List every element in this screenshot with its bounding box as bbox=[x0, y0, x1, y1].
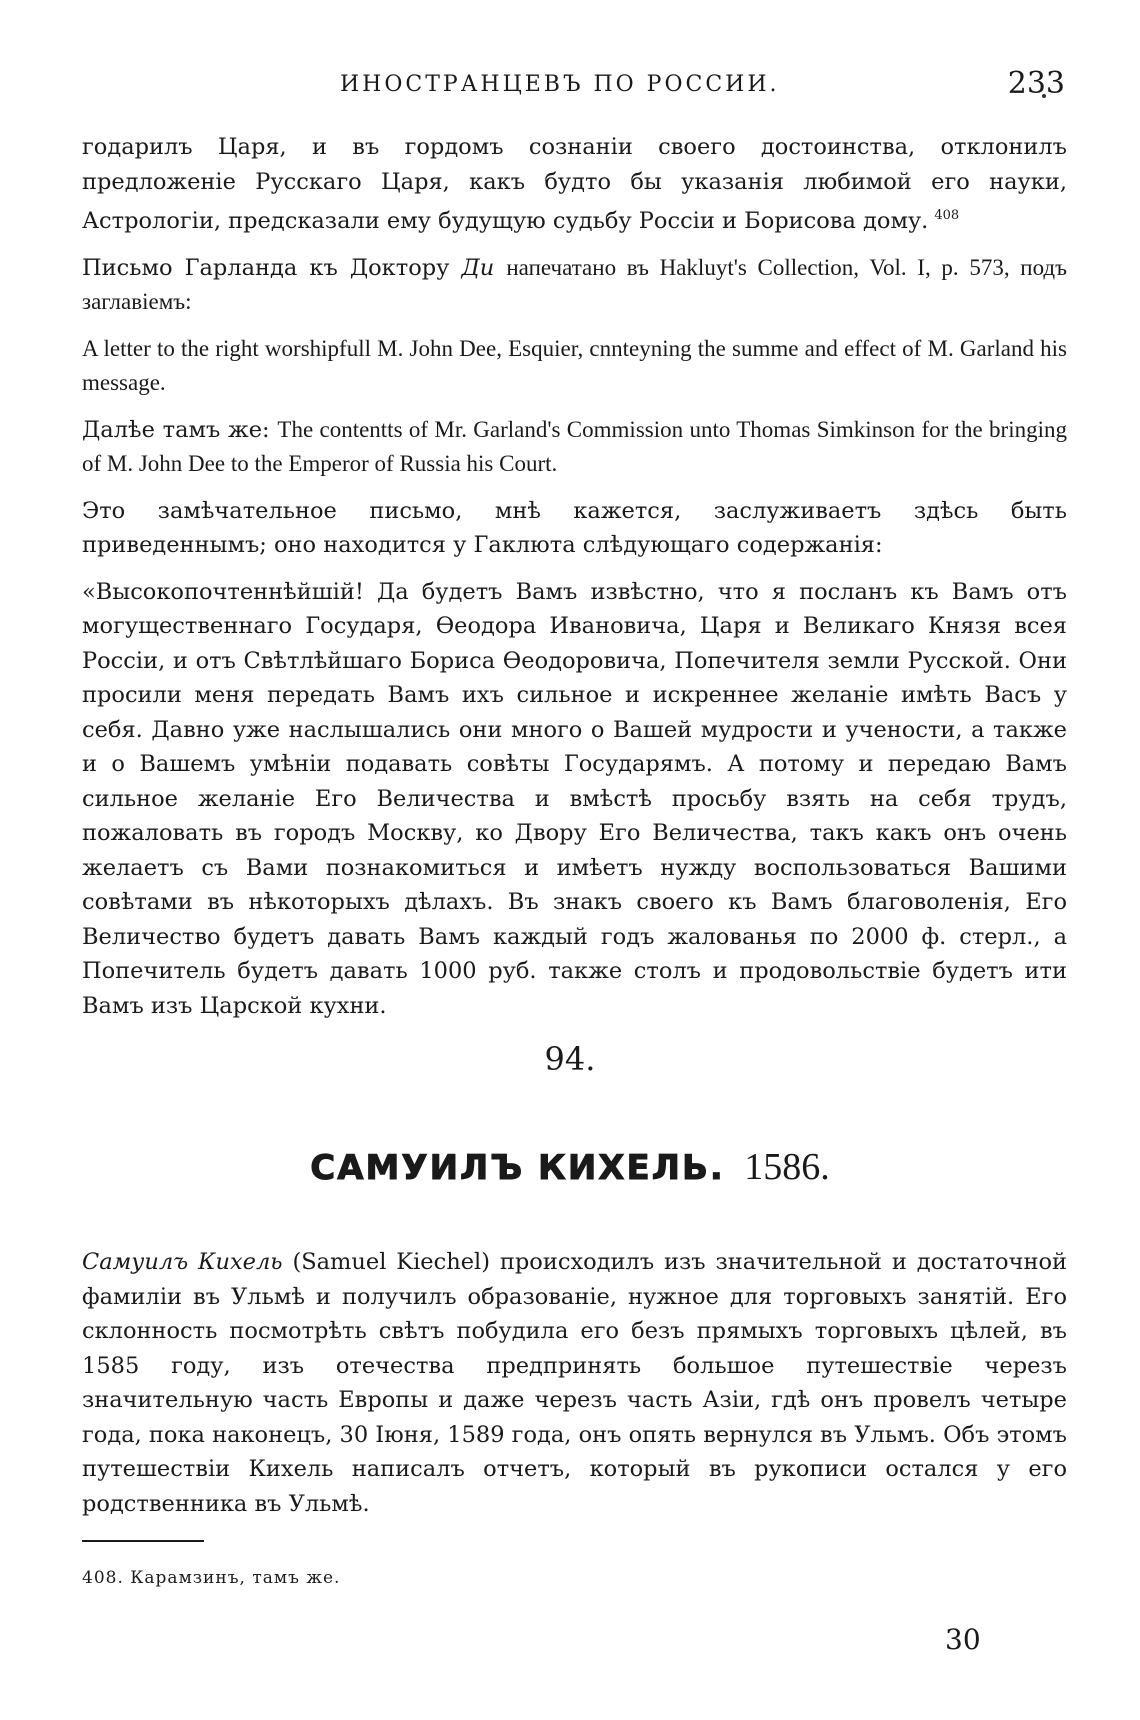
section-number: 94. bbox=[544, 1040, 596, 1078]
paragraph bbox=[82, 494, 1067, 563]
paragraph-text: годарилъ Царя, и въ гордомъ сознаніи своего достоинства, отклонилъ предложеніе Русскаго Царя, какъ будто бы указанія любимой его науки, Астрологіи, предсказали ему будущую судьбу Россіи и Борисова дому. bbox=[82, 134, 1067, 234]
footnote: 408. Карамзинъ, тамъ же. bbox=[82, 1568, 341, 1588]
paragraph-text: The contentts of Mr. Garland's Commission unto Thomas Simkinson for the bringing of M. John Dee to the Emperor of Russia his Court. bbox=[82, 416, 1067, 476]
paragraph-text: напечатано въ Hakluyt's Collection, Vol. I, p. 573, подъ заглавіемъ: bbox=[82, 254, 1068, 314]
main-text bbox=[82, 130, 1067, 1035]
paragraph bbox=[82, 332, 1067, 401]
person-name: Самуилъ Кихель bbox=[82, 1249, 283, 1275]
paragraph-text: Письмо Гарланда къ Доктору bbox=[82, 254, 450, 281]
footnote-divider bbox=[82, 1540, 204, 1542]
paragraph-text: «Высокопочтеннѣйшій! Да будетъ Вамъ извѣстно, что я посланъ къ Вамъ отъ могущественнаго Государя, Ѳеодора Ивановича, Царя и Великаго Князя всея Россіи, и отъ Свѣтлѣйшаго Бориса Ѳеодоровича, Попечителя земли Русской. Они просили меня передать Вамъ ихъ сильное и искреннее желаніе имѣть Васъ у себя. Давно уже наслышались они много о Вашей мудрости и учености, а также и о Вашемъ умѣніи подавать совѣты Государямъ. А потому и передаю Вамъ сильное желаніе Его Величества и вмѣстѣ просьбу взять на себя трудъ, пожаловать въ городъ Москву, ко Двору Его Величества, такъ какъ онъ очень желаетъ съ Вами познакомиться и имѣетъ нужду воспользоваться Вашими совѣтами въ нѣкоторыхъ дѣлахъ. Въ знакъ своего къ Вамъ благоволенія, Его Величество будетъ давать Вамъ каждый годъ жалованья по 2000 ф. стерл., а Попечитель будетъ давать 1000 руб. также столъ и продовольствіе будетъ ити Вамъ изъ Царской кухни. bbox=[82, 578, 1067, 1019]
section-title-name: САМУИЛЪ КИХЕЛЬ. bbox=[310, 1148, 725, 1188]
person-name: Ди bbox=[461, 254, 495, 281]
paragraph bbox=[82, 413, 1067, 482]
section-title bbox=[0, 1145, 1140, 1189]
signature-mark: 30 bbox=[945, 1623, 981, 1656]
section-title-year: 1586. bbox=[744, 1146, 830, 1188]
section-intro bbox=[82, 1245, 1067, 1521]
page-header bbox=[80, 66, 1065, 106]
paragraph-text: Далѣе тамъ же: bbox=[82, 416, 270, 443]
paragraph-text: (Samuel Kiechel) происходилъ изъ значительной и достаточной фамиліи въ Ульмѣ и получилъ образованіе, нужное для торговыхъ занятій. Его склонность посмотрѣть свѣтъ побудила его безъ прямыхъ торговыхъ цѣлей, въ 1585 году, изъ отечества предпринять большое путешествіе черезъ значительную часть Европы и даже черезъ часть Азіи, гдѣ онъ провелъ четыре года, пока наконецъ, 30 Іюня, 1589 года, онъ опять вернулся въ Ульмъ. Объ этомъ путешествіи Кихель написалъ отчетъ, который въ рукописи остался у его родственника въ Ульмѣ. bbox=[82, 1249, 1067, 1517]
running-title: ИНОСТРАНЦЕВЪ ПО РОССИИ. bbox=[340, 72, 780, 97]
page-number: 233 bbox=[1007, 66, 1065, 101]
paragraph bbox=[82, 251, 1067, 320]
paragraph-text: A letter to the right worshipfull M. John Dee, Esquier, cnnteyning the summe and effect of M. Garland his message. bbox=[82, 335, 1067, 395]
paragraph-text: Это замѣчательное письмо, мнѣ кажется, заслуживаетъ здѣсь быть приведеннымъ; оно находится у Гаклюта слѣдующаго содержанія: bbox=[82, 497, 1067, 558]
paragraph bbox=[82, 130, 1067, 239]
quoted-letter bbox=[82, 575, 1067, 1024]
footnote-reference: 408 bbox=[934, 208, 960, 223]
